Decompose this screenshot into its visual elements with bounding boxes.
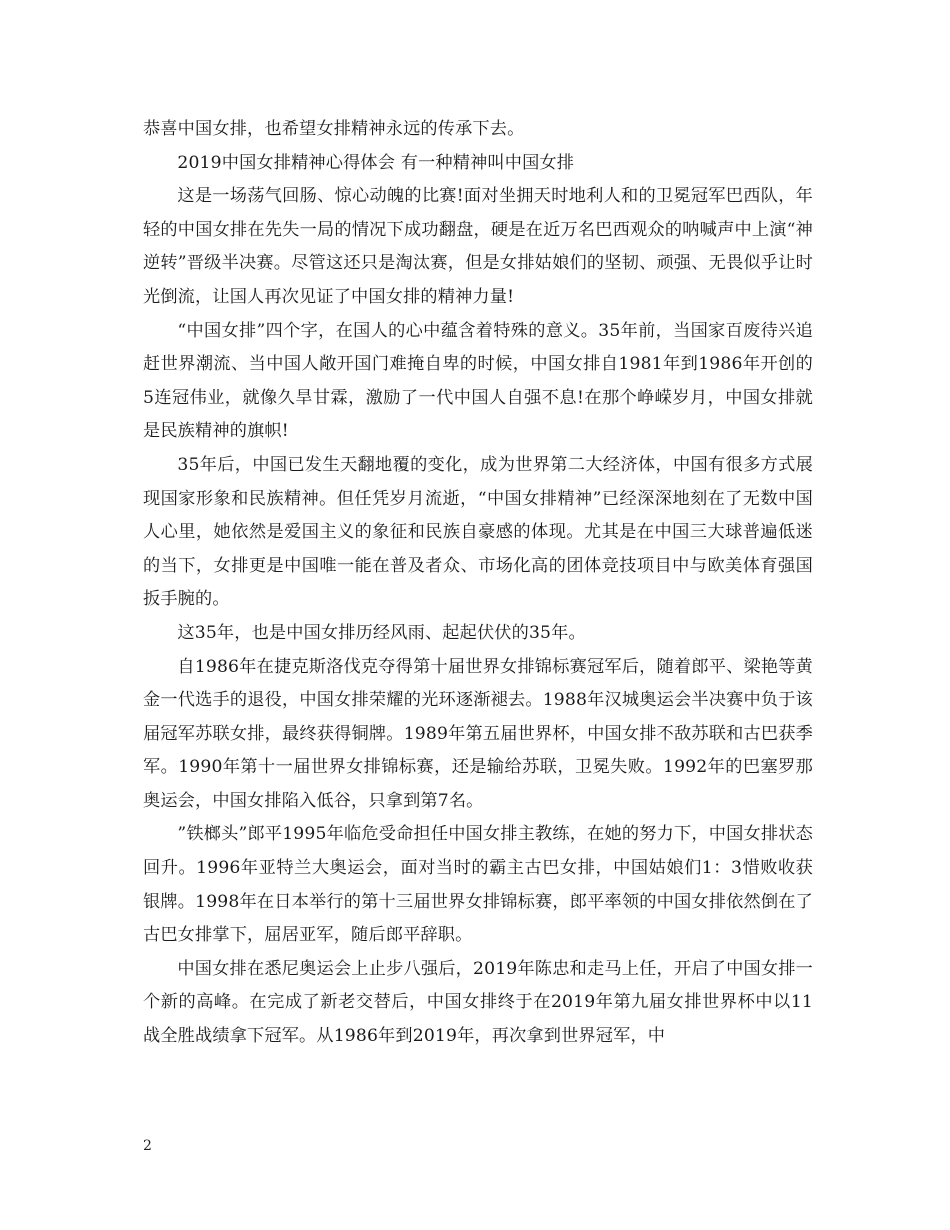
page-number: 2: [143, 1138, 152, 1154]
paragraph: 35年后，中国已发生天翻地覆的变化，成为世界第二大经济体，中国有很多方式展现国家形象和民族精神。但任凭岁月流逝，“中国女排精神”已经深深地刻在了无数中国人心里，她依然是爱国主义的象征和民族自豪感的体现。尤其是在中国三大球普遍低迷的当下，女排更是中国唯一能在普及者众、市场化高的团体竞技项目中与欧美体育强国扳手腕的。: [143, 454, 813, 610]
paragraph: 中国女排在悉尼奥运会上止步八强后，2019年陈忠和走马上任，开启了中国女排一个新的高峰。在完成了新老交替后，中国女排终于在2019年第九届女排世界杯中以11战全胜战绩拿下冠军。从1986年到2019年，再次拿到世界冠军，中: [143, 958, 813, 1047]
document-body: [143, 113, 813, 1054]
paragraph: 自1986年在捷克斯洛伐克夺得第十届世界女排锦标赛冠军后，随着郎平、梁艳等黄金一代选手的退役，中国女排荣耀的光环逐渐褪去。1988年汉城奥运会半决赛中负于该届冠军苏联女排，最终获得铜牌。1989年第五届世界杯，中国女排不敌苏联和古巴获季军。1990年第十一届世界女排锦标赛，还是输给苏联，卫冕失败。1992年的巴塞罗那奥运会，中国女排陷入低谷，只拿到第7名。: [143, 656, 813, 811]
section-heading: 2019中国女排精神心得体会 有一种精神叫中国女排: [177, 152, 575, 173]
paragraph: 恭喜中国女排，也希望女排精神永远的传承下去。: [143, 119, 525, 139]
paragraph: 这是一场荡气回肠、惊心动魄的比赛!面对坐拥天时地利人和的卫冕冠军巴西队，年轻的中国女排在先失一局的情况下成功翻盘，硬是在近万名巴西观众的呐喊声中上演“神逆转”晋级半决赛。尽管这还只是淘汰赛，但是女排姑娘们的坚韧、顽强、无畏似乎让时光倒流，让国人再次见证了中国女排的精神力量!: [143, 186, 813, 307]
paragraph: “中国女排”四个字，在国人的心中蕴含着特殊的意义。35年前，当国家百废待兴追赶世界潮流、当中国人敞开国门难掩自卑的时候，中国女排自1981年到1986年开创的5连冠伟业，就像久旱甘霖，激励了一代中国人自强不息!在那个峥嵘岁月，中国女排就是民族精神的旗帜!: [143, 320, 813, 442]
paragraph: 这35年，也是中国女排历经风雨、起起伏伏的35年。: [177, 622, 586, 643]
paragraph: ”铁榔头”郎平1995年临危受命担任中国女排主教练，在她的努力下，中国女排状态回升。1996年亚特兰大奥运会，面对当时的霸主古巴女排，中国姑娘们1：3惜败收获银牌。1998年在日本举行的第十三届世界女排锦标赛，郎平率领的中国女排依然倒在了古巴女排掌下，屈居亚军，随后郎平辞职。: [143, 824, 813, 946]
